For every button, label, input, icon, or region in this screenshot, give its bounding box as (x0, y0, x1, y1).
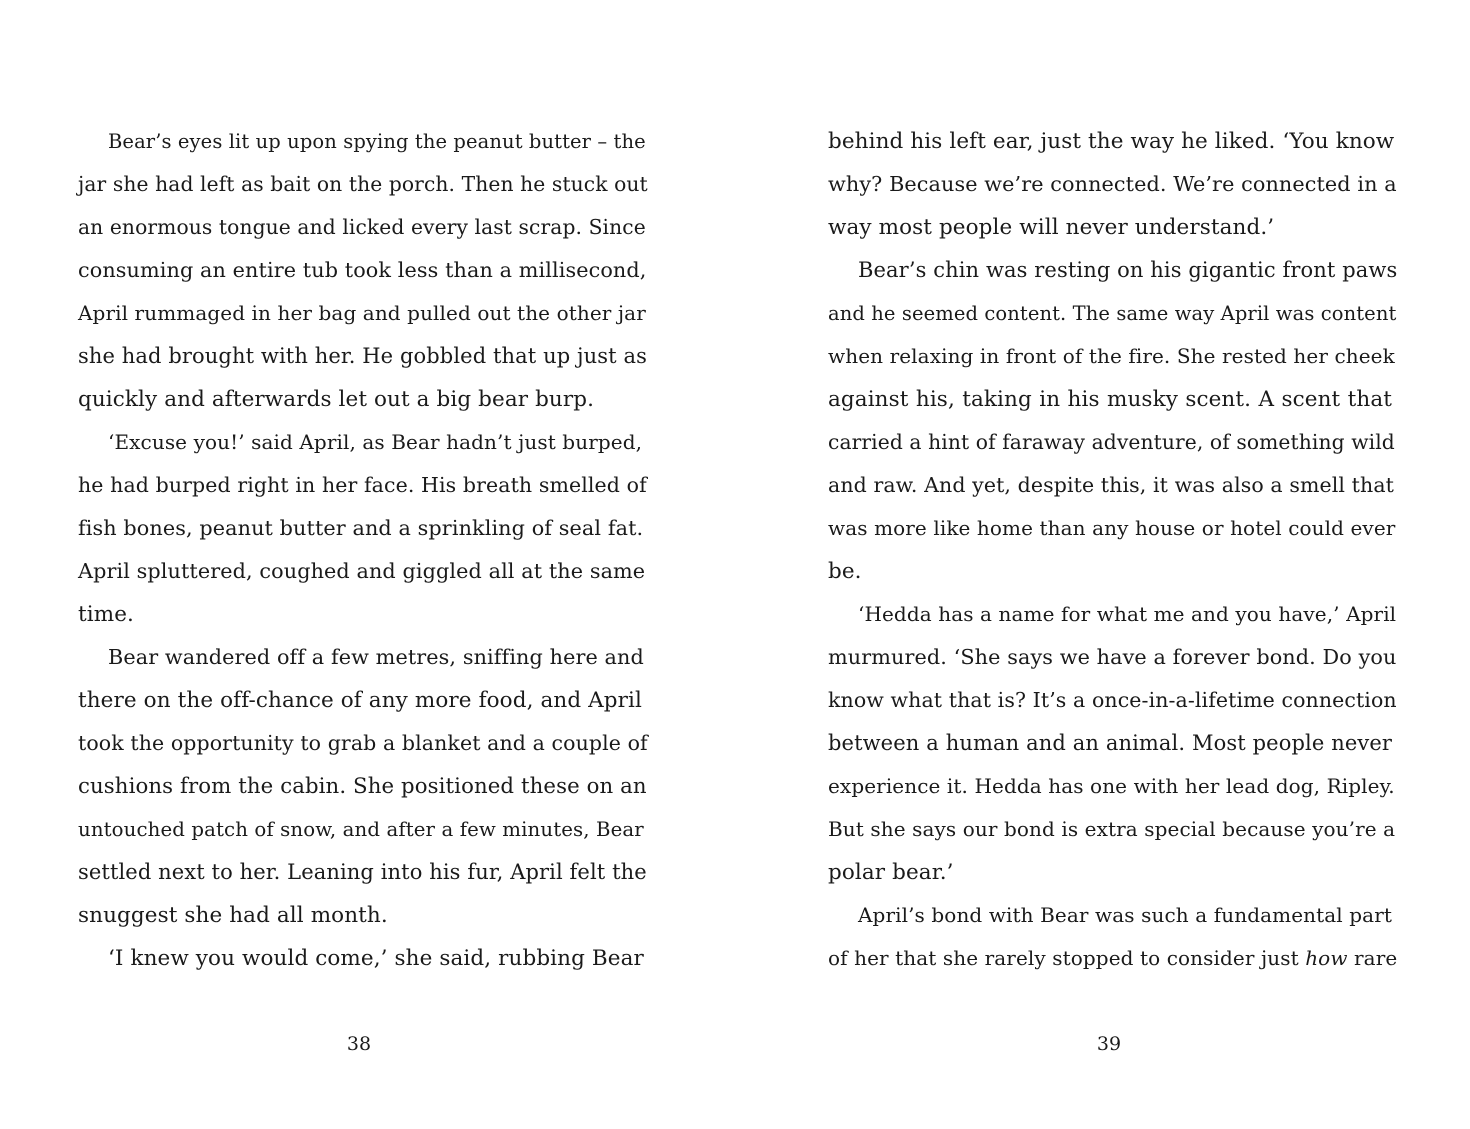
text-line: behind his left ear, just the way he liked. ‘You know (828, 129, 1395, 154)
text-line: ‘I knew you would come,’ she said, rubbing Bear (108, 946, 644, 971)
text-line: she had brought with her. He gobbled that up just as (78, 344, 647, 368)
text-line: April spluttered, coughed and giggled all at the same (78, 559, 646, 583)
text-line: and he seemed content. The same way April was content (828, 302, 1397, 325)
text-line: polar bear.’ (828, 860, 954, 885)
page-number-right: 39 (1096, 1033, 1122, 1055)
text-line: carried a hint of faraway adventure, of something wild (828, 430, 1395, 454)
text-line: know what that is? It’s a once-in-a-lifetime connection (828, 688, 1397, 712)
text-line: Bear’s chin was resting on his gigantic front paws (858, 258, 1398, 282)
text-line: April rummaged in her bag and pulled out the other jar (78, 301, 646, 325)
text-line: ‘Hedda has a name for what me and you have,’ April (858, 602, 1397, 626)
text-run: of her that she rarely stopped to consider just (828, 946, 1306, 970)
text-line (828, 937, 1398, 980)
text-line: was more like home than any house or hotel could ever (828, 516, 1396, 540)
left-page-text (78, 120, 648, 980)
text-line: between a human and an animal. Most people never (828, 731, 1392, 755)
text-run: rare (1347, 946, 1398, 970)
text-line: when relaxing in front of the fire. She rested her cheek (828, 344, 1395, 368)
text-line: jar she had left as bait on the porch. Then he stuck out (78, 172, 648, 196)
text-line: snuggest she had all month. (78, 903, 388, 928)
text-line: quickly and afterwards let out a big bear burp. (78, 387, 595, 412)
text-line: Bear wandered off a few metres, sniffing here and (108, 645, 644, 669)
text-line: he had burped right in her face. His breath smelled of (78, 473, 647, 497)
text-line: ‘Excuse you!’ said April, as Bear hadn’t just burped, (108, 430, 643, 454)
text-line: experience it. Hedda has one with her lead dog, Ripley. (828, 774, 1395, 798)
text-line: Bear’s eyes lit up upon spying the peanut butter – the (108, 130, 646, 153)
text-line: April’s bond with Bear was such a fundamental part (858, 903, 1392, 927)
text-line: But she says our bond is extra special because you’re a (828, 817, 1396, 841)
text-line: murmured. ‘She says we have a forever bond. Do you (828, 645, 1397, 669)
text-line: settled next to her. Leaning into his fur, April felt the (78, 860, 647, 884)
page-number-left: 38 (346, 1033, 372, 1055)
text-line: cushions from the cabin. She positioned these on an (78, 774, 647, 799)
text-line: took the opportunity to grab a blanket and a couple of (78, 731, 648, 755)
text-line: why? Because we’re connected. We’re connected in a (828, 172, 1397, 196)
italic-word: how (1305, 946, 1348, 970)
right-page-text (828, 120, 1398, 980)
text-line: against his, taking in his musky scent. A scent that (828, 387, 1392, 412)
text-line: fish bones, peanut butter and a sprinkling of seal fat. (78, 516, 644, 540)
text-line: there on the off-chance of any more food, and April (78, 688, 642, 713)
text-line: time. (78, 602, 134, 627)
text-line: an enormous tongue and licked every last scrap. Since (78, 215, 646, 239)
text-line: way most people will never understand.’ (828, 215, 1275, 240)
text-line: untouched patch of snow, and after a few minutes, Bear (78, 818, 644, 841)
text-line: consuming an entire tub took less than a millisecond, (78, 258, 647, 282)
text-line: be. (828, 559, 862, 584)
text-line: and raw. And yet, despite this, it was also a smell that (828, 473, 1394, 497)
